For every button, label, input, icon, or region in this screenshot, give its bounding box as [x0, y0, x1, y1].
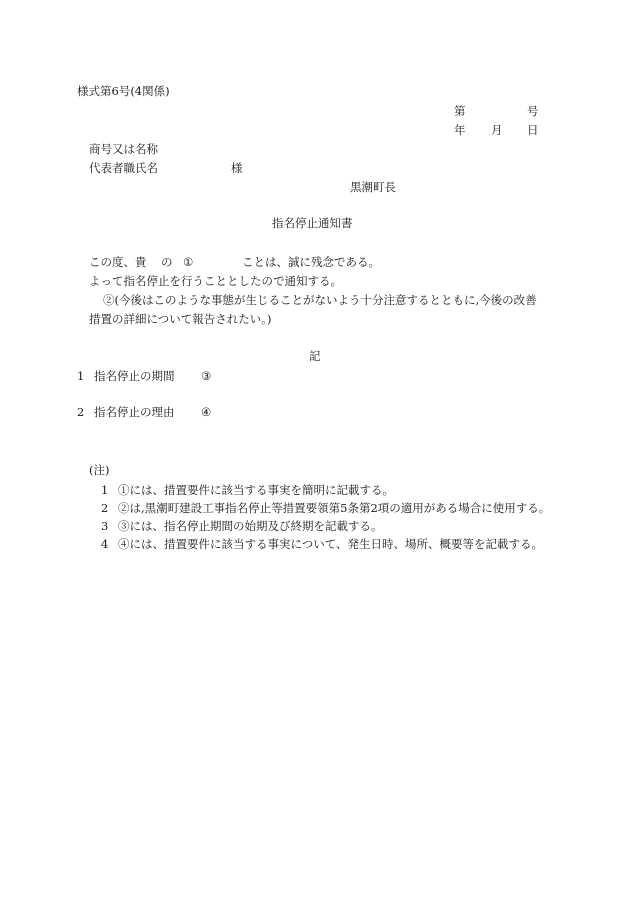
item-number: 1 — [77, 369, 85, 383]
note-text: ④には、措置要件に該当する事実について、発生日時、場所、概要等を記載する。 — [118, 537, 544, 551]
body-line2: よって指名停止を行うこととしたので通知する。 — [89, 274, 342, 288]
recipient-representative: 代表者職氏名 — [89, 161, 158, 175]
recipient-honorific: 様 — [231, 161, 243, 175]
item-label: 指名停止の理由 — [94, 405, 175, 419]
ki-heading: 記 — [309, 349, 321, 363]
doc-number-prefix: 第 — [454, 104, 466, 118]
item-mark: ③ — [201, 369, 212, 383]
note-number: 3 — [101, 519, 109, 533]
notes-heading: (注) — [89, 463, 110, 477]
note-number: 2 — [101, 501, 109, 515]
note-text: ②は,黒潮町建設工事指名停止等措置要領第5条第2項の適用がある場合に使用する。 — [118, 501, 551, 515]
form-label: 様式第6号(4関係) — [77, 84, 170, 98]
note-number: 1 — [101, 483, 109, 497]
body-line1-of: の — [161, 255, 173, 269]
body-line4: 措置の詳細について報告されたい。) — [89, 312, 272, 326]
body-line3: ②(今後はこのような事態が生じることがないよう十分注意するとともに,今後の改善 — [103, 293, 537, 307]
sender: 黒潮町長 — [350, 180, 396, 194]
body-line1-start: この度、貴 — [89, 255, 147, 269]
body-line1-mark: ① — [183, 255, 194, 269]
date-year: 年 — [454, 123, 466, 137]
item-number: 2 — [77, 405, 85, 419]
note-text: ③には、指名停止期間の始期及び終期を記載する。 — [118, 519, 383, 533]
document-title: 指名停止通知書 — [272, 216, 353, 230]
body-line1-end: ことは、誠に残念である。 — [242, 255, 380, 269]
item-mark: ④ — [201, 405, 212, 419]
date-month: 月 — [491, 123, 503, 137]
note-number: 4 — [101, 537, 109, 551]
date-day: 日 — [527, 123, 539, 137]
doc-number-suffix: 号 — [527, 104, 539, 118]
item-label: 指名停止の期間 — [94, 369, 175, 383]
recipient-company: 商号又は名称 — [89, 142, 158, 156]
note-text: ①には、措置要件に該当する事実を簡明に記載する。 — [118, 483, 394, 497]
